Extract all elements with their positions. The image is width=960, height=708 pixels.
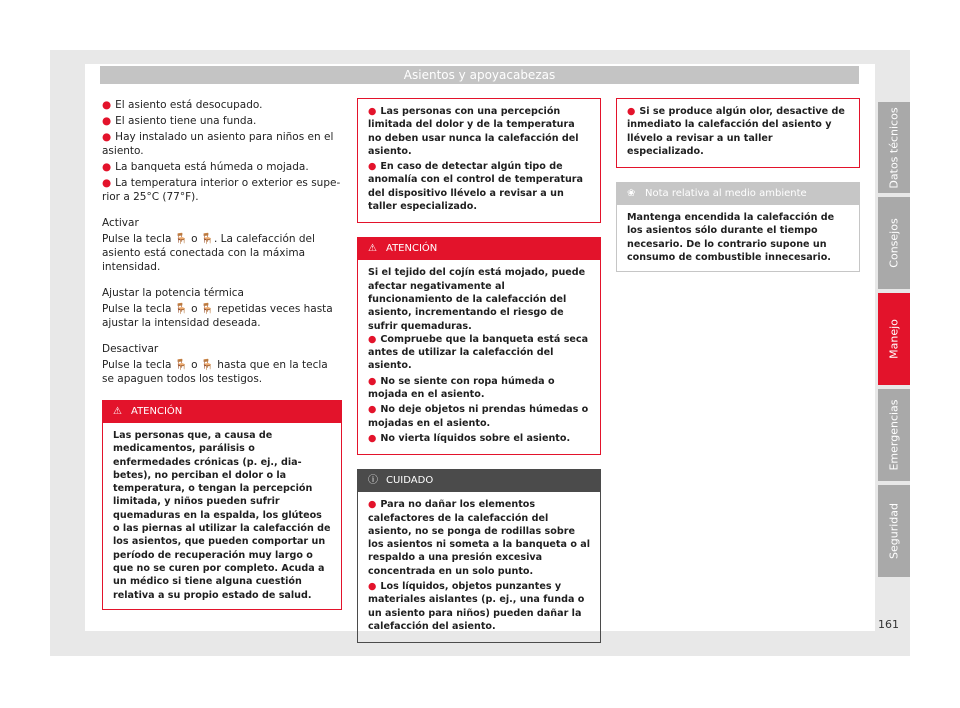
ajustar-text: Pulse la tecla 🪑 o 🪑 repetidas veces hasta ajustar la intensidad deseada. xyxy=(102,303,333,329)
warning-icon: ⚠ xyxy=(113,406,122,417)
page-number: 161 xyxy=(878,618,899,631)
environment-note-header: ❀ Nota relativa al medio ambiente xyxy=(617,183,859,205)
bullet-icon: ● xyxy=(102,177,112,189)
environment-note-text: Mantenga encendida la calefacción de los asientos sólo durante el tiempo necesario. De lo contrario supone un consumo de combustible innecesario. xyxy=(627,212,835,264)
tab-manejo[interactable]: Manejo xyxy=(878,293,910,385)
list-item: ● Los líquidos, objetos punzantes y materiales aislantes (p. ej., una funda o un asiento para niños) pueden dañar la calefacción del asiento. xyxy=(368,581,585,632)
flower-icon: ❀ xyxy=(627,188,636,200)
bullet-icon: ● xyxy=(102,99,112,111)
list-item: ● La temperatura interior o exterior es superior a 25°C (77°F). xyxy=(102,177,341,203)
environment-note-box xyxy=(616,182,860,272)
list-item: ● No deje objetos ni prendas húmedas o mojadas en el asiento. xyxy=(368,404,589,429)
activar-text: Pulse la tecla 🪑 o 🪑. La calefacción del asiento está conectada con la máxima intensidad. xyxy=(102,233,315,273)
tab-datos-tecnicos[interactable]: Datos técnicos xyxy=(878,102,910,193)
cuidado-body xyxy=(358,492,600,642)
bullet-icon: ● xyxy=(368,333,377,345)
activar-heading: Activar xyxy=(102,217,139,229)
tab-seguridad[interactable]: Seguridad xyxy=(878,485,910,577)
list-item: ● Compruebe que la banqueta está seca antes de utilizar la calefacción del asiento. xyxy=(368,333,589,372)
desactivar-heading: Desactivar xyxy=(102,343,159,355)
list-item: ● La banqueta está húmeda o mojada. xyxy=(102,161,309,173)
atencion-header: ⚠ ATENCIÓN xyxy=(358,238,600,260)
bullet-icon: ● xyxy=(368,404,377,416)
bullet-icon: ● xyxy=(368,499,377,511)
bullet-icon: ● xyxy=(368,161,377,173)
bullet-icon: ● xyxy=(102,131,112,143)
list-item: ● Si se produce algún olor, desactive de inmediato la calefacción del asiento y llévelo a revisar a un taller especializado. xyxy=(627,106,845,157)
bullet-icon: ● xyxy=(627,106,636,117)
tab-consejos[interactable]: Consejos xyxy=(878,197,910,289)
bullet-icon: ● xyxy=(368,375,377,387)
tab-emergencias[interactable]: Emergencias xyxy=(878,389,910,481)
column-3 xyxy=(616,98,860,272)
list-item: ● Para no dañar los elementos calefactores de la calefacción del asiento, no se ponga de rodillas sobre los asientos ni someta a la banqueta o al respaldo a una presión excesiva concentrada en un solo punto. xyxy=(368,499,591,577)
cuidado-header: ⓘ CUIDADO xyxy=(358,470,600,492)
list-item: ● No se siente con ropa húmeda o mojada en el asiento. xyxy=(368,375,555,401)
list-item: ● En caso de detectar algún tipo de anomalía con el control de temperatura del dispositivo llévelo a revisar a un taller especializado. xyxy=(368,161,583,213)
warning-icon: ⚠ xyxy=(368,243,377,255)
list-item: ● Las personas con una percepción limitada del dolor y de la temperatura no deben usar nunca la calefacción del asiento. xyxy=(368,106,579,157)
atencion-continued-box xyxy=(357,98,601,223)
info-circle-icon: ⓘ xyxy=(368,475,378,487)
list-item: ● El asiento tiene una funda. xyxy=(102,115,257,127)
bullet-icon: ● xyxy=(102,161,112,173)
atencion-body xyxy=(358,260,600,454)
atencion-box-2 xyxy=(357,237,601,455)
side-tabs xyxy=(878,102,910,581)
atencion-box xyxy=(102,400,342,610)
cuidado-box xyxy=(357,469,601,643)
list-item: ● El asiento está desocupado. xyxy=(102,99,263,111)
ajustar-heading: Ajustar la potencia térmica xyxy=(102,287,244,299)
section-header: Asientos y apoyacabezas xyxy=(100,66,859,84)
atencion-header: ⚠ ATENCIÓN xyxy=(103,401,341,423)
column-1 xyxy=(102,98,342,610)
bullet-icon: ● xyxy=(368,432,377,444)
bullet-icon: ● xyxy=(368,106,377,117)
column-2 xyxy=(357,98,601,643)
atencion-continued-box xyxy=(616,98,860,168)
bullet-icon: ● xyxy=(102,115,112,127)
desactivar-text: Pulse la tecla 🪑 o 🪑 hasta que en la tecla se apaguen todos los testigos. xyxy=(102,359,328,385)
list-item: ● No vierta líquidos sobre el asiento. xyxy=(368,432,571,444)
atencion-text: Las personas que, a causa de medicamentos, parálisis o enfermedades crónicas (p. ej., diabetes), no perciban el dolor o la temperatura, o tengan la percepción limitada, y niños pueden sufrir quemaduras en la espalda, los glúteos o las piernas al utilizar la calefacción de los asientos, que pueden comportar un período de recuperación muy largo o que no se curen por completo. Acuda a un médico si tiene alguna cuestión relativa a su propio estado de salud. xyxy=(113,430,331,601)
atencion-intro: Si el tejido del cojín está mojado, puede afectar negativamente al funcionamiento de la calefacción del asiento, incrementando el riesgo de sufrir quemaduras. xyxy=(368,267,586,332)
list-item: ● Hay instalado un asiento para niños en el asiento. xyxy=(102,131,334,157)
bullet-icon: ● xyxy=(368,581,377,593)
